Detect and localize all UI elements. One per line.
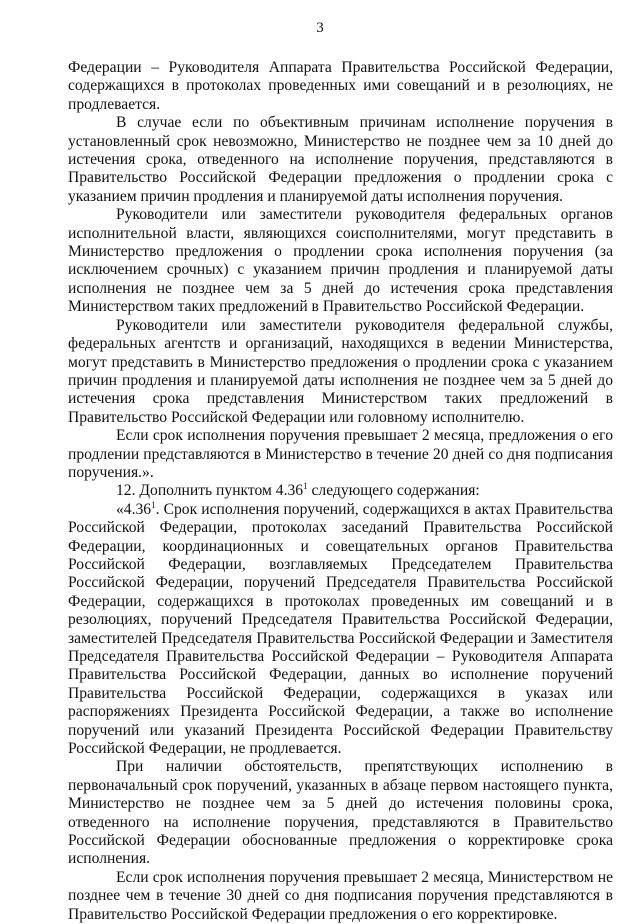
document-body xyxy=(68,59,613,924)
superscript: 1 xyxy=(151,499,156,510)
text-run: следующего содержания: xyxy=(307,482,480,500)
paragraph: Если срок исполнения поручения превышает 2 месяца, Министерством не позднее чем в течение 30 дней со дня подписания поручения представляются в Правительство Российской Федерации предложения о его корректировке. xyxy=(68,868,613,923)
page-number: 3 xyxy=(316,20,324,36)
paragraph: Федерации – Руководителя Аппарата Правительства Российской Федерации, содержащихся в протоколах проведенных ими совещаний и в резолюциях, не продлевается. xyxy=(68,59,613,113)
text-run: 12. Дополнить пунктом 4.36 xyxy=(116,482,304,500)
paragraph: Руководители или заместители руководителя федеральной службы, федеральных агентств и организаций, находящихся в ведении Министерства, могут представить в Министерство предложения о продлении срока с указанием причин продления и планируемой даты исполнения не позднее чем за 5 дней до истечения срока представления Министерством таких предложений в Правительство Российской Федерации или головному исполнителю. xyxy=(68,316,613,426)
paragraph: Если срок исполнения поручения превышает 2 месяца, предложения о его продлении представляются в Министерство в течение 20 дней со дня подписания поручения.». xyxy=(68,427,613,481)
superscript: 1 xyxy=(303,481,308,492)
text-run: . Срок исполнения поручений, содержащихся в актах Правительства Российской Федерации, протоколах заседаний Правительства Российской Федерации, координационных и совещательных органов Правительства Российской Федерации, возглавляемых Председателем Правительства Российской Федерации, поручений Председателя Правительства Российской Федерации, содержащихся в протоколах проведенных им совещаний и в резолюциях, поручений Председателя Правительства Российской Федерации, заместителей Председателя Правительства Российской Федерации и Заместителя Председателя Правительства Российской Федерации – Руководителя Аппарата Правительства Российской Федерации, данных во исполнение поручений Правительства Российской Федерации, содержащихся в указах или распоряжениях Президента Российской Федерации, а также во исполнение поручений или указаний Президента Российской Федерации Правительству Российской Федерации, не продлевается. xyxy=(68,500,613,758)
paragraph: В случае если по объективным причинам исполнение поручения в установленный срок невозможно, Министерство не позднее чем за 10 дней до истечения срока, отведенного на исполнение поручения, представляются в Правительство Российской Федерации предложения о продлении срока с указанием причин продления и планируемой даты исполнения поручения. xyxy=(68,114,613,205)
paragraph: При наличии обстоятельств, препятствующих исполнению в первоначальный срок поручений, указанных в абзаце первом настоящего пункта, Министерство не позднее чем за 5 дней до истечения половины срока, отведенного на исполнение поручения, представляются в Правительство Российской Федерации обоснованные предложения о корректировке срока исполнения. xyxy=(68,758,613,868)
paragraph-clause-4-36-1 xyxy=(68,501,613,759)
paragraph: Руководители или заместители руководителя федеральных органов исполнительной власти, являющихся соисполнителями, могут представить в Министерство предложения о продлении срока исполнения поручения (за исключением срочных) с указанием причин продления и планируемой даты исполнения не позднее чем за 5 дней до истечения срока представления Министерством таких предложений в Правительство Российской Федерации. xyxy=(68,206,613,316)
text-run: «4.36 xyxy=(116,500,152,518)
paragraph-item-12 xyxy=(68,482,613,500)
